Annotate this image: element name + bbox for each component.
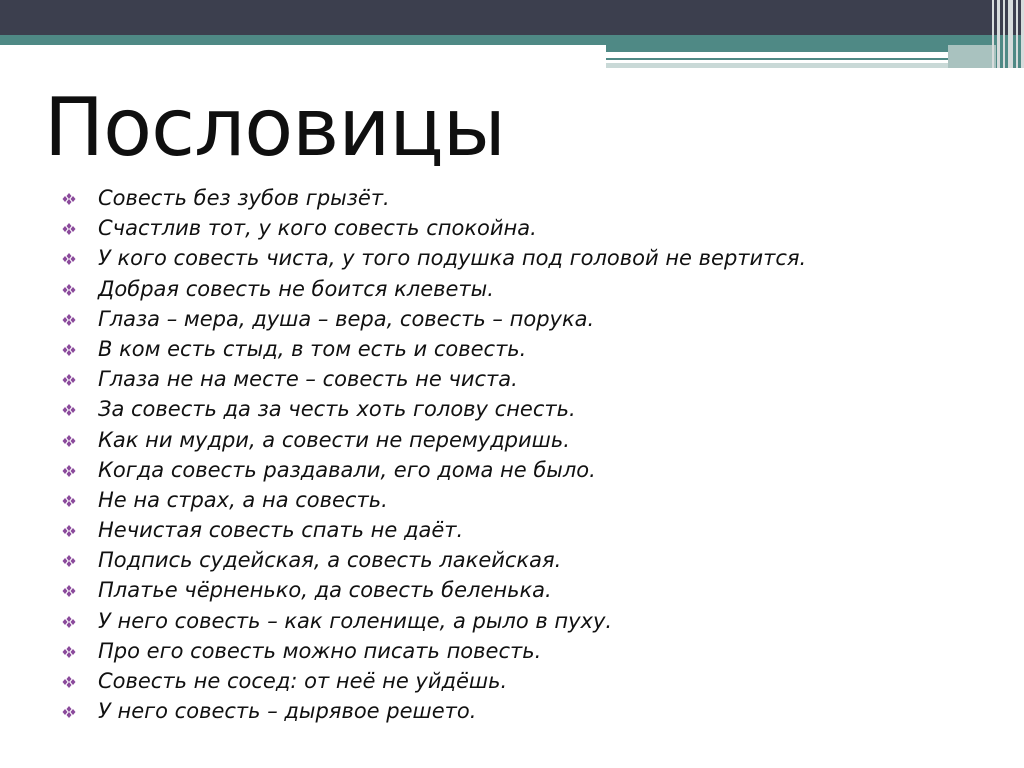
- proverb-text: Нечистая совесть спать не даёт.: [98, 518, 464, 543]
- proverb-list: [60, 183, 806, 726]
- header-bar-end: [948, 45, 996, 68]
- proverb-text: Про его совесть можно писать повесть.: [98, 638, 542, 663]
- four-diamond-bullet-icon: [62, 616, 76, 628]
- proverb-text: У него совесть – как голенище, а рыло в пуху.: [98, 608, 613, 633]
- proverb-item: [60, 455, 806, 485]
- proverb-item: [60, 183, 806, 213]
- four-diamond-bullet-icon: [62, 525, 76, 537]
- proverb-item: [60, 304, 806, 334]
- proverb-item: [60, 394, 806, 424]
- proverb-item: [60, 243, 806, 273]
- four-diamond-bullet-icon: [62, 646, 76, 658]
- four-diamond-bullet-icon: [62, 676, 76, 688]
- slide-title: Пословицы: [44, 81, 505, 174]
- proverb-text: Когда совесть раздавали, его дома не было.: [98, 457, 596, 482]
- header-line-white: [606, 52, 948, 58]
- proverb-item: [60, 213, 806, 243]
- proverb-item: [60, 636, 806, 666]
- four-diamond-bullet-icon: [62, 555, 76, 567]
- proverb-text: Совесть не сосед: от неё не уйдёшь.: [98, 669, 508, 693]
- proverb-text: Глаза не на месте – совесть не чиста.: [98, 367, 518, 392]
- proverb-item: [60, 545, 806, 575]
- proverb-text: Подпись судейская, а совесть лакейская.: [98, 548, 562, 573]
- four-diamond-bullet-icon: [62, 435, 76, 447]
- proverb-text: Совесть без зубов грызёт.: [98, 186, 390, 210]
- four-diamond-bullet-icon: [62, 585, 76, 597]
- proverb-item: [60, 606, 806, 636]
- proverb-item: [60, 575, 806, 605]
- proverb-item: [60, 334, 806, 364]
- proverb-item: [60, 364, 806, 394]
- four-diamond-bullet-icon: [62, 284, 76, 296]
- proverb-text: Не на страх, а на совесть.: [98, 487, 388, 512]
- proverb-item: [60, 696, 806, 726]
- proverb-text: В ком есть стыд, в том есть и совесть.: [98, 336, 527, 361]
- proverb-item: [60, 515, 806, 545]
- four-diamond-bullet-icon: [62, 193, 76, 205]
- proverb-text: Добрая совесть не боится клеветы.: [98, 276, 494, 301]
- four-diamond-bullet-icon: [62, 253, 76, 265]
- header-line-light: [606, 63, 948, 68]
- four-diamond-bullet-icon: [62, 344, 76, 356]
- four-diamond-bullet-icon: [62, 706, 76, 718]
- proverb-item: [60, 425, 806, 455]
- proverb-text: У кого совесть чиста, у того подушка под головой не вертится.: [98, 246, 807, 271]
- proverb-item: [60, 666, 806, 696]
- four-diamond-bullet-icon: [62, 495, 76, 507]
- four-diamond-bullet-icon: [62, 374, 76, 386]
- four-diamond-bullet-icon: [62, 314, 76, 326]
- proverb-text: Глаза – мера, душа – вера, совесть – порука.: [98, 306, 595, 331]
- proverb-text: Платье чёрненько, да совесть беленька.: [98, 578, 552, 603]
- proverb-text: Счастлив тот, у кого совесть спокойна.: [98, 216, 537, 241]
- header-bar-teal: [0, 35, 1024, 45]
- header-stripes: [992, 0, 1024, 68]
- proverb-item: [60, 485, 806, 515]
- header-bar-dark: [0, 0, 1024, 35]
- proverb-text: Как ни мудри, а совести не перемудришь.: [98, 427, 570, 452]
- four-diamond-bullet-icon: [62, 465, 76, 477]
- proverb-text: За совесть да за честь хоть голову снесть.: [98, 397, 576, 422]
- proverb-text: У него совесть – дырявое решето.: [98, 699, 477, 724]
- four-diamond-bullet-icon: [62, 223, 76, 235]
- four-diamond-bullet-icon: [62, 404, 76, 416]
- proverb-item: [60, 274, 806, 304]
